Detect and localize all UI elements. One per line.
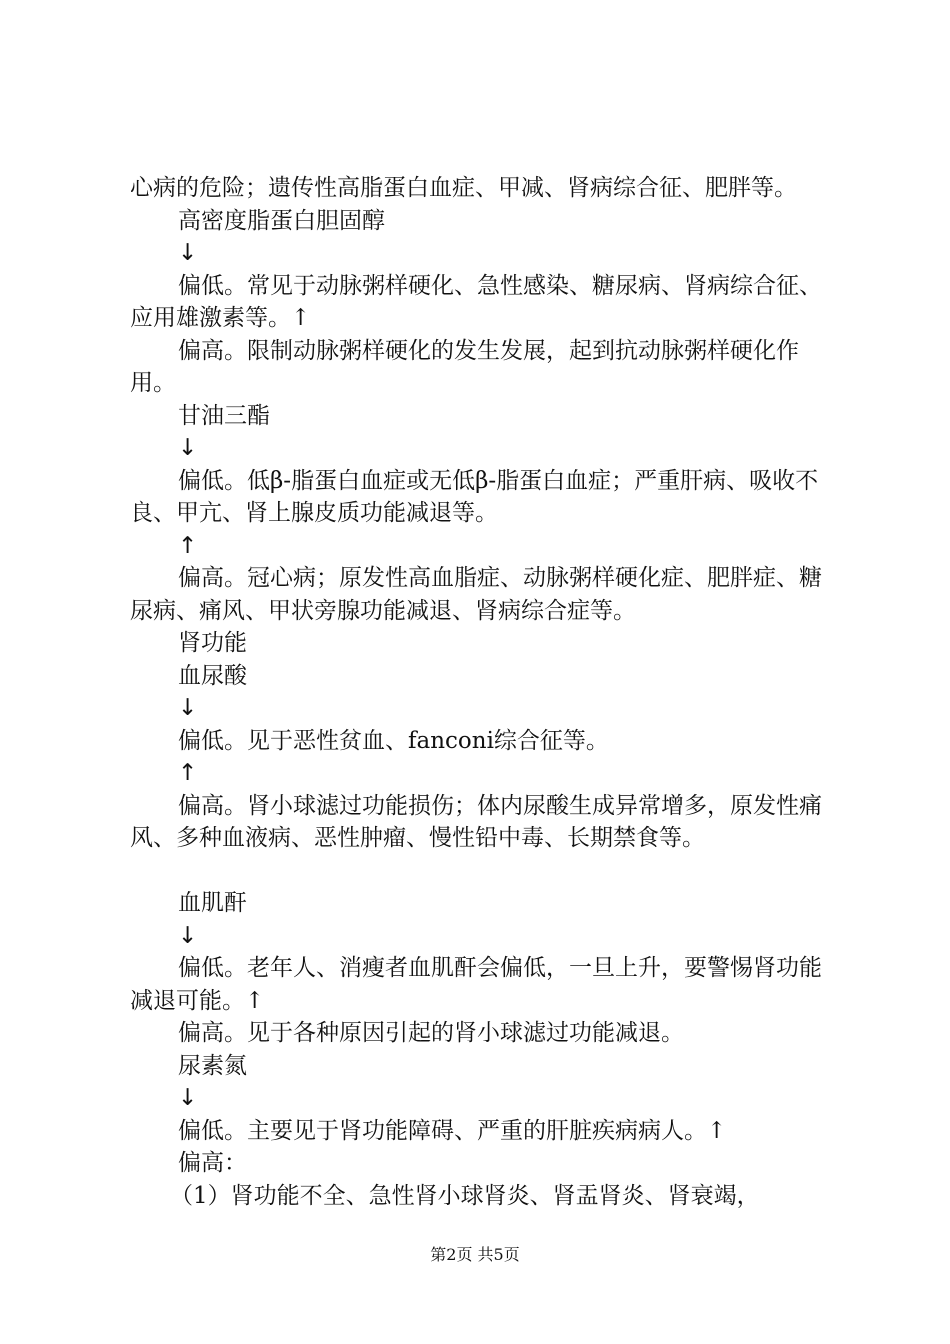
heading-triglycerides: 甘油三酯: [178, 402, 270, 429]
page-number: 第2页 共5页: [430, 1245, 520, 1264]
paragraph-hdl-low: 偏低。常见于动脉粥样硬化、急性感染、糖尿病、肾病综合征、应用雄激素等。↑: [130, 272, 822, 331]
paragraph-uric-acid-high: 偏高。肾小球滤过功能损伤；体内尿酸生成异常增多，原发性痛风、多种血液病、恶性肿瘤、慢性铅中毒、长期禁食等。: [130, 792, 822, 851]
spacer: [130, 855, 842, 888]
up-arrow-icon: ↑: [178, 760, 198, 786]
paragraph-triglycerides-high: 偏高。冠心病；原发性高血脂症、动脉粥样硬化症、肥胖症、糖尿病、痛风、甲状旁腺功能减退、肾病综合症等。: [130, 565, 822, 624]
paragraph-creatinine-low: 偏低。老年人、消瘦者血肌酐会偏低，一旦上升，要警惕肾功能减退可能。↑: [130, 955, 822, 1014]
down-arrow-icon: ↓: [178, 240, 198, 266]
heading-kidney-function: 肾功能: [178, 630, 247, 656]
list-item: （1）肾功能不全、急性肾小球肾炎、肾盂肾炎、肾衰竭，: [170, 1182, 760, 1209]
down-arrow-icon: ↓: [178, 1085, 198, 1111]
document-body: [130, 172, 842, 1212]
paragraph-urea-low: 偏低。主要见于肾功能障碍、严重的肝脏疾病病人。↑: [178, 1117, 727, 1144]
up-arrow-icon: ↑: [178, 532, 198, 559]
down-arrow-icon: ↓: [178, 435, 198, 461]
down-arrow-icon: ↓: [178, 695, 198, 721]
down-arrow-icon: ↓: [178, 922, 198, 949]
paragraph-triglycerides-low: 偏低。低β-脂蛋白血症或无低β-脂蛋白血症；严重肝病、吸收不良、甲亢、肾上腺皮质功能减退等。: [130, 467, 819, 526]
paragraph-hdl-high: 偏高。限制动脉粥样硬化的发生发展，起到抗动脉粥样硬化作用。: [130, 337, 799, 396]
paragraph-continuation: 心病的危险；遗传性高脂蛋白血症、甲减、肾病综合征、肥胖等。: [130, 175, 797, 201]
heading-urea-nitrogen: 尿素氮: [178, 1052, 247, 1079]
heading-creatinine: 血肌酐: [178, 890, 247, 916]
paragraph-uric-acid-low: 偏低。见于恶性贫血、fanconi综合征等。: [178, 727, 609, 754]
paragraph-urea-high-label: 偏高：: [178, 1150, 247, 1176]
heading-uric-acid: 血尿酸: [178, 662, 247, 689]
heading-hdl-cholesterol: 高密度脂蛋白胆固醇: [178, 207, 385, 234]
paragraph-creatinine-high: 偏高。见于各种原因引起的肾小球滤过功能减退。: [178, 1020, 684, 1046]
